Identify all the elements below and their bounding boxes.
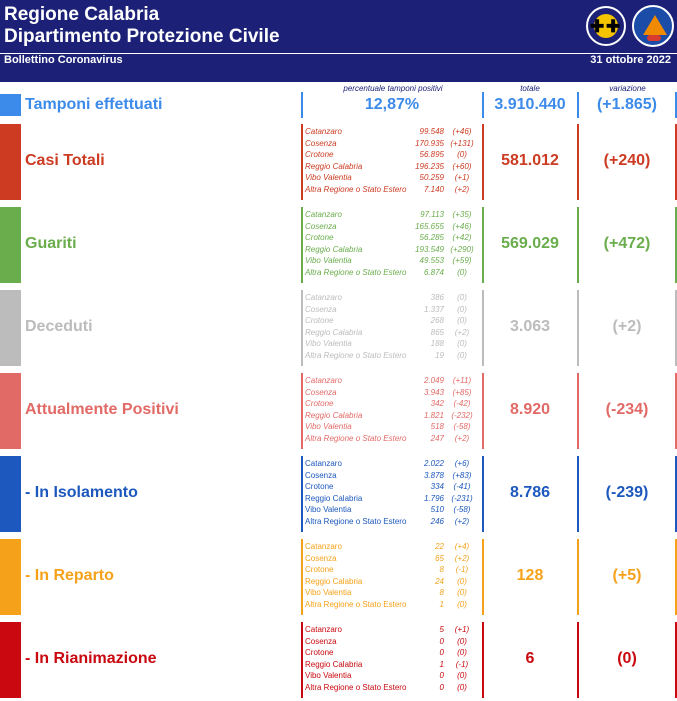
- province-row: [305, 375, 477, 387]
- in-rianimazione-divider: [301, 622, 303, 698]
- province-value: 3.878: [423, 470, 444, 480]
- province-name: Crotone: [305, 150, 334, 159]
- casi-totali-color-bar: [0, 124, 21, 200]
- tamponi-change: (+1.865): [596, 96, 658, 113]
- section-deceduti: [0, 290, 677, 366]
- province-value: 8: [439, 565, 444, 574]
- province-value: 0: [439, 671, 444, 680]
- province-name: Vibo Valentia: [305, 339, 352, 348]
- province-name: Vibo Valentia: [305, 505, 352, 514]
- deceduti-total: 3.063: [509, 318, 551, 335]
- casi-totali-label: Casi Totali: [25, 152, 105, 169]
- deceduti-change: (+2): [612, 318, 642, 335]
- province-name: Reggio Calabria: [305, 659, 363, 669]
- total-column-header: totale: [520, 84, 540, 93]
- province-row: [305, 576, 477, 588]
- province-delta: (0): [457, 316, 467, 325]
- province-value: 22: [435, 542, 444, 551]
- province-row: [305, 636, 477, 648]
- province-delta: (-58): [453, 422, 471, 431]
- province-name: Catanzaro: [305, 376, 342, 385]
- province-name: Vibo Valentia: [305, 173, 352, 182]
- province-delta: (0): [457, 304, 467, 314]
- province-delta: (0): [457, 576, 467, 586]
- province-row: [305, 433, 477, 445]
- province-name: Crotone: [305, 482, 334, 491]
- province-name: Reggio Calabria: [305, 576, 363, 586]
- province-value: 56.285: [419, 233, 444, 242]
- province-delta: (+85): [452, 387, 472, 397]
- province-value: 56.895: [419, 150, 444, 159]
- province-row: [305, 221, 477, 233]
- in-isolamento-change: (-239): [605, 484, 649, 501]
- province-delta: (-42): [453, 399, 471, 408]
- province-row: [305, 458, 477, 470]
- in-rianimazione-total: 6: [525, 650, 535, 667]
- province-value: 170.935: [415, 138, 444, 148]
- province-row: [305, 682, 477, 694]
- civil-protection-logo-icon: [632, 5, 674, 47]
- province-delta: (0): [457, 682, 467, 692]
- province-name: Cosenza: [305, 636, 337, 646]
- province-row: [305, 647, 477, 659]
- province-row: [305, 149, 477, 161]
- province-row: [305, 410, 477, 422]
- casi-totali-divider: [301, 124, 303, 200]
- in-rianimazione-label: - In Rianimazione: [25, 650, 157, 667]
- province-delta: (+4): [454, 542, 470, 551]
- percent-column-header: percentuale tamponi positivi: [343, 84, 443, 93]
- province-value: 865: [430, 327, 444, 337]
- province-name: Reggio Calabria: [305, 410, 363, 420]
- province-delta: (-231): [451, 493, 473, 503]
- province-delta: (0): [457, 150, 467, 159]
- province-row: [305, 292, 477, 304]
- section-in-rianimazione: [0, 622, 677, 698]
- guariti-province-breakdown: [305, 209, 477, 278]
- province-delta: (+290): [450, 244, 474, 254]
- province-delta: (+42): [452, 233, 472, 242]
- province-value: 334: [430, 482, 444, 491]
- bulletin-header: [0, 0, 677, 82]
- province-name: Altra Regione o Stato Estero: [305, 267, 407, 277]
- province-delta: (+46): [452, 221, 472, 231]
- province-value: 65: [435, 553, 444, 563]
- province-row: [305, 172, 477, 184]
- in-rianimazione-change: (0): [617, 650, 637, 667]
- attualmente-positivi-change: (-234): [605, 401, 649, 418]
- in-isolamento-label: - In Isolamento: [25, 484, 138, 501]
- province-name: Cosenza: [305, 553, 337, 563]
- province-row: [305, 232, 477, 244]
- province-delta: (0): [457, 648, 467, 657]
- province-row: [305, 398, 477, 410]
- province-value: 268: [430, 316, 444, 325]
- province-value: 99.548: [419, 127, 444, 136]
- province-name: Vibo Valentia: [305, 422, 352, 431]
- province-value: 97.113: [420, 210, 444, 219]
- casi-totali-total: 581.012: [501, 152, 559, 169]
- in-reparto-label: - In Reparto: [25, 567, 114, 584]
- province-name: Vibo Valentia: [305, 256, 352, 265]
- deceduti-label: Deceduti: [25, 318, 93, 335]
- province-row: [305, 267, 477, 279]
- province-value: 19: [435, 350, 444, 360]
- province-delta: (+83): [452, 470, 472, 480]
- province-row: [305, 338, 477, 350]
- attualmente-positivi-province-breakdown: [305, 375, 477, 444]
- attualmente-positivi-label: Attualmente Positivi: [25, 401, 179, 418]
- province-name: Catanzaro: [305, 625, 342, 634]
- province-delta: (-1): [455, 659, 469, 669]
- province-name: Catanzaro: [305, 459, 342, 468]
- province-value: 7.140: [423, 184, 444, 194]
- in-isolamento-divider: [301, 456, 303, 532]
- province-delta: (0): [457, 588, 467, 597]
- province-name: Altra Regione o Stato Estero: [305, 184, 407, 194]
- in-isolamento-province-breakdown: [305, 458, 477, 527]
- province-name: Catanzaro: [305, 127, 342, 136]
- province-name: Cosenza: [305, 470, 337, 480]
- province-value: 5: [439, 625, 444, 634]
- section-casi-totali: [0, 124, 677, 200]
- province-name: Reggio Calabria: [305, 493, 363, 503]
- province-value: 196.235: [415, 161, 444, 171]
- province-row: [305, 255, 477, 267]
- province-row: [305, 421, 477, 433]
- province-delta: (+59): [452, 256, 472, 265]
- deceduti-province-breakdown: [305, 292, 477, 361]
- province-delta: (0): [457, 293, 467, 302]
- province-row: [305, 516, 477, 528]
- province-row: [305, 504, 477, 516]
- province-delta: (0): [457, 267, 467, 277]
- province-name: Altra Regione o Stato Estero: [305, 433, 407, 443]
- guariti-change: (+472): [603, 235, 651, 252]
- province-value: 8: [439, 588, 444, 597]
- province-row: [305, 541, 477, 553]
- guariti-divider: [301, 207, 303, 283]
- province-value: 1: [439, 659, 444, 669]
- bulletin-subheader: [0, 53, 677, 67]
- province-row: [305, 315, 477, 327]
- province-row: [305, 470, 477, 482]
- province-row: [305, 184, 477, 196]
- province-row: [305, 126, 477, 138]
- province-delta: (-58): [453, 505, 471, 514]
- province-name: Reggio Calabria: [305, 327, 363, 337]
- province-row: [305, 387, 477, 399]
- attualmente-positivi-divider: [301, 373, 303, 449]
- province-value: 49.553: [419, 256, 444, 265]
- province-delta: (+46): [452, 127, 472, 136]
- province-value: 246: [430, 516, 444, 526]
- province-delta: (+60): [452, 161, 472, 171]
- province-name: Cosenza: [305, 304, 337, 314]
- province-row: [305, 138, 477, 150]
- province-name: Altra Regione o Stato Estero: [305, 516, 407, 526]
- section-in-isolamento: [0, 456, 677, 532]
- province-row: [305, 161, 477, 173]
- province-value: 2.022: [423, 459, 444, 468]
- in-rianimazione-color-bar: [0, 622, 21, 698]
- province-name: Crotone: [305, 233, 334, 242]
- province-delta: (0): [457, 599, 467, 609]
- bulletin-date: 31 ottobre 2022: [590, 54, 671, 66]
- province-value: 1: [439, 599, 444, 609]
- region-title: Regione Calabria: [4, 4, 160, 25]
- province-value: 342: [430, 399, 444, 408]
- province-row: [305, 493, 477, 505]
- change-column-header: variazione: [609, 84, 646, 93]
- province-value: 24: [435, 576, 444, 586]
- province-delta: (+2): [454, 516, 470, 526]
- province-delta: (+2): [454, 553, 470, 563]
- province-delta: (-41): [453, 482, 471, 491]
- deceduti-color-bar: [0, 290, 21, 366]
- in-reparto-total: 128: [516, 567, 544, 584]
- province-value: 1.821: [423, 410, 444, 420]
- province-delta: (+35): [452, 210, 472, 219]
- province-delta: (0): [457, 671, 467, 680]
- province-value: 2.049: [423, 376, 444, 385]
- tamponi-percent: 12,87%: [364, 96, 420, 113]
- province-value: 247: [430, 433, 444, 443]
- province-row: [305, 327, 477, 339]
- tamponi-total: 3.910.440: [494, 96, 566, 113]
- province-name: Crotone: [305, 648, 334, 657]
- province-delta: (+11): [452, 376, 472, 385]
- guariti-label: Guariti: [25, 235, 77, 252]
- province-row: [305, 350, 477, 362]
- in-isolamento-color-bar: [0, 456, 21, 532]
- province-name: Crotone: [305, 565, 334, 574]
- province-row: [305, 599, 477, 611]
- casi-totali-change: (+240): [603, 152, 651, 169]
- province-delta: (+2): [454, 184, 470, 194]
- province-value: 386: [430, 293, 444, 302]
- guariti-total: 569.029: [501, 235, 559, 252]
- province-name: Vibo Valentia: [305, 671, 352, 680]
- province-row: [305, 587, 477, 599]
- province-delta: (+2): [454, 327, 470, 337]
- province-name: Crotone: [305, 399, 334, 408]
- province-delta: (0): [457, 636, 467, 646]
- province-name: Reggio Calabria: [305, 161, 363, 171]
- province-value: 1.796: [423, 493, 444, 503]
- casi-totali-province-breakdown: [305, 126, 477, 195]
- province-row: [305, 244, 477, 256]
- province-delta: (-1): [455, 565, 469, 574]
- section-attualmente-positivi: [0, 373, 677, 449]
- province-name: Cosenza: [305, 387, 337, 397]
- province-name: Vibo Valentia: [305, 588, 352, 597]
- province-value: 6.874: [423, 267, 444, 277]
- province-name: Altra Regione o Stato Estero: [305, 599, 407, 609]
- province-name: Altra Regione o Stato Estero: [305, 350, 407, 360]
- in-reparto-province-breakdown: [305, 541, 477, 610]
- province-value: 3.943: [423, 387, 444, 397]
- in-reparto-divider: [301, 539, 303, 615]
- province-name: Cosenza: [305, 221, 337, 231]
- province-row: [305, 659, 477, 671]
- province-value: 1.337: [423, 304, 444, 314]
- tamponi-row: [0, 92, 677, 118]
- province-value: 0: [439, 648, 444, 657]
- province-row: [305, 209, 477, 221]
- province-name: Catanzaro: [305, 210, 342, 219]
- province-name: Cosenza: [305, 138, 337, 148]
- province-value: 188: [430, 339, 444, 348]
- department-title: Dipartimento Protezione Civile: [4, 26, 280, 47]
- tamponi-label: Tamponi effettuati: [25, 96, 163, 113]
- province-name: Catanzaro: [305, 293, 342, 302]
- tamponi-color-bar: [0, 94, 21, 116]
- province-name: Crotone: [305, 316, 334, 325]
- province-value: 50.259: [419, 173, 444, 182]
- province-row: [305, 553, 477, 565]
- province-delta: (+1): [454, 625, 470, 634]
- bulletin-name: Bollettino Coronavirus: [4, 54, 123, 66]
- in-reparto-change: (+5): [612, 567, 642, 584]
- province-row: [305, 624, 477, 636]
- region-coat-of-arms-icon: ✚ ✚: [586, 6, 626, 46]
- province-name: Reggio Calabria: [305, 244, 363, 254]
- province-delta: (+131): [450, 138, 474, 148]
- province-value: 518: [430, 422, 444, 431]
- province-name: Catanzaro: [305, 542, 342, 551]
- province-row: [305, 304, 477, 316]
- deceduti-divider: [301, 290, 303, 366]
- province-name: Altra Regione o Stato Estero: [305, 682, 407, 692]
- province-row: [305, 564, 477, 576]
- in-reparto-color-bar: [0, 539, 21, 615]
- attualmente-positivi-color-bar: [0, 373, 21, 449]
- province-delta: (+6): [454, 459, 470, 468]
- province-row: [305, 481, 477, 493]
- in-isolamento-total: 8.786: [509, 484, 551, 501]
- section-in-reparto: [0, 539, 677, 615]
- province-value: 193.549: [415, 244, 444, 254]
- province-value: 0: [439, 682, 444, 692]
- province-value: 0: [439, 636, 444, 646]
- province-delta: (-232): [451, 410, 473, 420]
- province-delta: (0): [457, 350, 467, 360]
- province-delta: (0): [457, 339, 467, 348]
- province-delta: (+2): [454, 433, 470, 443]
- guariti-color-bar: [0, 207, 21, 283]
- province-delta: (+1): [454, 173, 470, 182]
- province-value: 165.655: [415, 221, 444, 231]
- attualmente-positivi-total: 8.920: [509, 401, 551, 418]
- section-guariti: [0, 207, 677, 283]
- province-value: 510: [430, 505, 444, 514]
- province-row: [305, 670, 477, 682]
- in-rianimazione-province-breakdown: [305, 624, 477, 693]
